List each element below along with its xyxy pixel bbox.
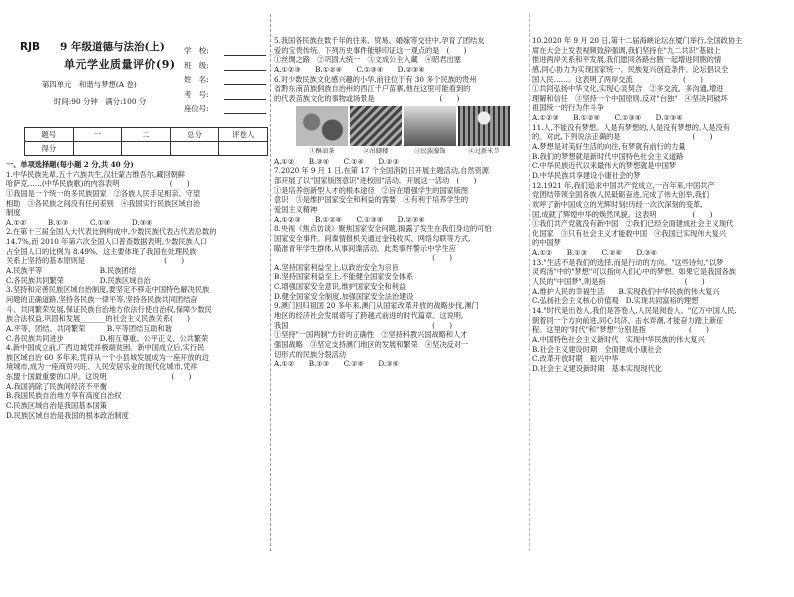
score-header-cell: 评卷人 [219,128,268,142]
figure-captions [296,148,526,156]
text-line: 的中国梦 [532,238,561,248]
unit-label: 第四单元 和谐与梦想(A 卷) [42,80,137,89]
text-line: 相助 ③各民族之间没有任何差别 ④我国实行民族区域自治 [6,198,201,208]
text-line: 11.人,不能没有梦想。人是有梦想的,人是没有梦想的,人是没有 [532,122,730,132]
text-line: ①共同弘扬中华文化,实现心灵契合 ②多交流、多沟通,增进 [532,84,724,94]
text-line: 2.在第十三届全国人大代表比例构成中,少数民族代表占代表总数的 [6,227,217,237]
info-field[interactable]: 考 号: [184,85,266,99]
text-line: A.坚持国家利益至上,以政治安全为宗旨 [274,262,399,272]
info-field[interactable]: 学 校: [184,42,266,56]
score-header-cell: 二 [122,128,171,142]
figure-caption: ④过新米节 [468,148,500,156]
score-table [24,127,268,156]
text-line: 灵鸡汤"中的"梦想"可以指向人们心中的梦想。如果它是我国各族 [532,267,736,277]
text-line: 国,成就了辉煌中华的焕然风貌。这表明 ( ) [532,209,713,219]
text-line: B.我国民族自治地方享有高度自治权 [6,391,122,401]
score-cell[interactable] [170,142,219,156]
paper-code: RJB [20,41,40,53]
text-line: 斗、共同繁荣发展,保证民族自治地方依法行使自治权,保障少数民 [6,304,212,314]
figure-caption: ②吊脚楼 [363,148,389,156]
text-line: A.中国特色社会主义新时代 实现中华民族的伟大复兴 [532,334,705,344]
column-2 [274,0,526,597]
text-line: 3.坚持和完善民族区域自治制度,要坚定不移走中国特色解决民族 [6,285,210,295]
text-line: 10.2020 年 9 月 20 日,第十二届海峡论坛在厦门举行,全国政协主 [532,36,743,45]
text-line: 人民的"中国梦",则是指 ( ) [532,277,705,287]
figure-caption: ①酥油茶 [309,148,335,156]
text-line: A.①② B.①③ C.①④ D.③④ [6,217,153,227]
text-line: 省黔东南苗族侗族自治州的西江千户苗寨,他在这里可能看到的 [274,84,471,94]
text-line: 的代表苗族文化的事物或场景是 ( ) [274,93,460,103]
text-line: 席在大会上发表视频致辞强调,我们坚持在"九二共识"基础上 [532,45,721,55]
column-divider [529,14,530,551]
text-line: 党团结带领全国各族人民砥砺奋进,完成了伟大创举,我们 [532,190,710,200]
text-line: 东盟十国最重要的口岸。这说明 ( ) [6,372,192,382]
score-cell[interactable] [219,142,268,156]
text-line: 部开展了以"国家版图意识"进校园"活动。开展这一活动 ( ) [274,176,477,186]
text-line: ①坚持"一国两制"方针的正确性 ②坚持科教兴国战略和人才 [274,330,468,340]
text-line: A.①② B.①③ C.②④ D.③④ [532,248,658,258]
text-line: A.平等、团结、共同繁荣 B.平等团结互助和谐 [6,323,172,333]
text-line: ①我国是一个统一的多民族国家 ②各族人民手足相亲、守望 [6,188,201,198]
exam-title: 9 年级道德与法治(上) [60,41,165,53]
score-row-label: 得分 [25,142,74,156]
student-info-fields [184,42,266,114]
text-line: C.中华民族近代以来最伟大的梦想就是中国梦 [532,161,677,171]
text-line: C.各民族共同进步 D.相互尊重、公平正义、公共繁荣 [6,333,209,343]
score-header-cell: 题号 [25,128,74,142]
text-line: 7.2020 年 9 月 1 日,在第 17 个全国消防日开展主题活动,自然资源 [274,166,489,176]
column-2-questions-a [274,36,526,103]
exam-header [6,0,268,153]
score-header-cell: 总分 [170,128,219,142]
text-line: 14.7%,而 2010 年第六次全国人口普查数据表明,少数民族人口 [6,237,208,247]
info-field[interactable]: 座位号: [184,100,266,114]
time-score-label: 时间:90 分钟 满分:100 分 [54,97,147,106]
text-line: 切形式的民族分裂活动 [274,349,346,359]
text-line: B.坚持国家利益至上,不能健全国家安全体系 [274,272,414,282]
text-line: C.民族区域自治是我国基本国策 [6,401,107,411]
text-line: 朝着同一个方向前进,同心共济、击水弄潮,才能奋力踏上新征 [532,315,724,325]
text-line: 1.中华民族先辈,五十六族共生,汉壮蒙古维吾尔,藏回朝鲜 [6,169,186,179]
text-line: 制度 [6,208,21,218]
text-line: 推进两岸关系和平发展,我们愿同各路台胞一起增进同胞的情 [532,55,722,65]
text-line: 爱国主义精神 [274,204,318,214]
text-line: 哈萨克……(中华民族歌)的内容表明 ( ) [6,179,190,189]
text-line: A.我国消除了民族间经济不平衡 [6,381,107,391]
text-line: 8.央视《焦点访谈》聚焦国家安全问题,揭露了发生在我们身边的可怕 [274,224,492,234]
text-line: 境城市,成为一座商贸兴旺、人民安居乐业的现代化城市,凭祥 [6,362,198,372]
text-line: ①我们共产党就没有新中国 ②我们已经全面建成社会主义现代 [532,219,734,229]
text-line: D.社会主义建设新时期 基本实现现代化 [532,363,662,373]
score-cell[interactable] [122,142,171,156]
binding-seam [270,14,271,551]
text-line: 意识 ③是维护国家安全和利益的需要 ④有利于培养学生的 [274,195,469,205]
exam-subtitle: 单元学业质量评价(9) [64,58,176,71]
text-line: B.我们的梦想就是新时代中国特色社会主义道路 [532,151,684,161]
text-line: 占全国人口的比例为 8.49%。这主要体现了我国在处理民族 [6,246,197,256]
figure-ethnic-costume [404,106,456,146]
score-cell[interactable] [73,142,122,156]
text-line: 国人民……。这表明了两岸交流 ( ) [532,74,703,84]
text-line: ①是培养创新型人才的根本途径 ②旨在增强学生的国家版图 [274,185,469,195]
text-line: 程。这里的"时代"和"梦想"分别是指 ( ) [532,325,709,335]
text-line: 5.我国各民族在数千年的往来、贸易、婚嫁等交往中,孕育了团结友 [274,36,485,45]
text-line: 感,同心协力为实现国家统一、民族复兴创造条件。论坛倡议全 [532,64,729,74]
text-line: 瞄准青年学生群体,从事间谍活动。此类事件警示中学生应 [274,243,456,253]
text-line: 问题的正确道路,坚持各民族一律平等,坚持各民族共同团结奋 [6,294,198,304]
text-line: 关系上坚持的基本原则是 ( ) [6,256,185,266]
text-line: ( ) [274,253,453,263]
text-line: 国家安全事件。间谍情报机关通过金钱收买、网络勾联等方式, [274,233,471,243]
info-field[interactable]: 姓 名: [184,71,266,85]
text-line: B.社会主义建设时期 全面建成小康社会 [532,344,662,354]
column-1-questions [6,160,268,420]
text-line: 祖国统一的行为作斗争 [532,103,604,113]
column-3-questions [532,36,788,373]
text-line: 爱的宝贵传统。下列历史事件能够印证这一观点的是 ( ) [274,45,467,55]
text-line: D.民族区域自治是我国的根本政治制度 [6,410,129,420]
text-line: 我国 ( ) [274,320,453,330]
text-line: A.①②③ B.①②④ C.①③④ D.②③④ [274,64,425,74]
figure-new-rice-festival [458,106,510,146]
text-line: A.①②③ B.①②④ C.①③④ D.②③④ [532,113,683,123]
text-line: 14."时代是出卷人,我们是答卷人,人民是阅卷人。"亿万中国人民, [532,305,737,315]
text-line: 族合法权益,巩固和发展_______的社会主义民族关系( ) [6,314,190,324]
text-line: 欢呼了新中国成立的光辉时刻!历经一次次深刻的变革, [532,199,703,209]
info-field[interactable]: 班 级: [184,56,266,70]
figure-butter-tea [296,106,348,146]
text-line: A.①② B.③④ C.①④ D.②③ [274,156,400,166]
text-line: 13."生活不是我们的选择,而是行动的方向。"这些诗句,"以梦 [532,257,724,267]
text-line: 地区的经济社会发展谱写了跨越式前进的时代篇章。这说明, [274,311,464,321]
text-line: 9.澳门回归祖国 20 多年来,澳门从国家改革开放的战略步伐,澳门 [274,301,479,311]
text-line: 6.对少数民族文化感兴趣的小华,前往位于有 30 多个民族的贵州 [274,74,477,84]
column-1 [6,0,268,561]
text-line: D.健全国家安全制度,加强国家安全法治建设 [274,291,414,301]
text-line: 理解和信任 ③坚持一个中国原则,反对"台独" ④坚决同破坏 [532,93,728,103]
section-heading: 一、单项选择题(每小题 2 分,共 40 分) [6,160,134,169]
text-line: C.增强国家安全意识,维护国家安全和利益 [274,282,407,292]
text-line: A.①② B.①③ C.②④ D.③④ [274,359,400,369]
score-header-cell: 一 [73,128,122,142]
text-line: A.①②③ B.①②④ C.①③④ D.②③④ [274,214,425,224]
figure-stilt-house [350,106,402,146]
text-line: 12.1921 年,我们追求中国共产党成立,一百年来,中国共产 [532,180,715,190]
text-line: 族区域自治 60 多年来,凭祥从一个小县城发展成为一座开放的边 [6,352,209,362]
figure-caption: ③民族服饰 [414,148,446,156]
text-line: A.维护人民的幸福生活 B.实现我们中华民族的伟大复兴 [532,286,720,296]
text-line: C.改革开放时期 振兴中华 [532,354,619,364]
text-line: ①丝绸之路 ②巩固大统一 ③文成公主入藏 ④昭君出塞 [274,55,461,65]
text-line: C.弘扬社会主义核心价值观 D.实现共同富裕的理想 [532,296,699,306]
text-line: A.梦想是对美好生活的向往,有梦就有前行的力量 [532,142,686,152]
text-line: 化国家 ③只有社会主义才能救中国 ④我国已实现伟大复兴 [532,228,727,238]
question-6-figures [296,106,526,146]
column-3 [532,0,788,597]
text-line: A.民族平等 B.民族团结 [6,266,137,276]
text-line: 强国战略 ③坚定支持澳门地区的发展和繁荣 ④坚决反对一 [274,339,469,349]
text-line: D.中华民族共享建设小康社会的梦 [532,170,641,180]
text-line: 4.新中国成立前,广西边城凭祥极端贫困。新中国成立后,实行民 [6,343,205,353]
text-line: 的。对此,下列说法正确的是 ( ) [532,132,713,142]
text-line: C.各民族共同繁荣 D.民族区域自治 [6,275,151,285]
column-2-questions-b [274,157,526,369]
